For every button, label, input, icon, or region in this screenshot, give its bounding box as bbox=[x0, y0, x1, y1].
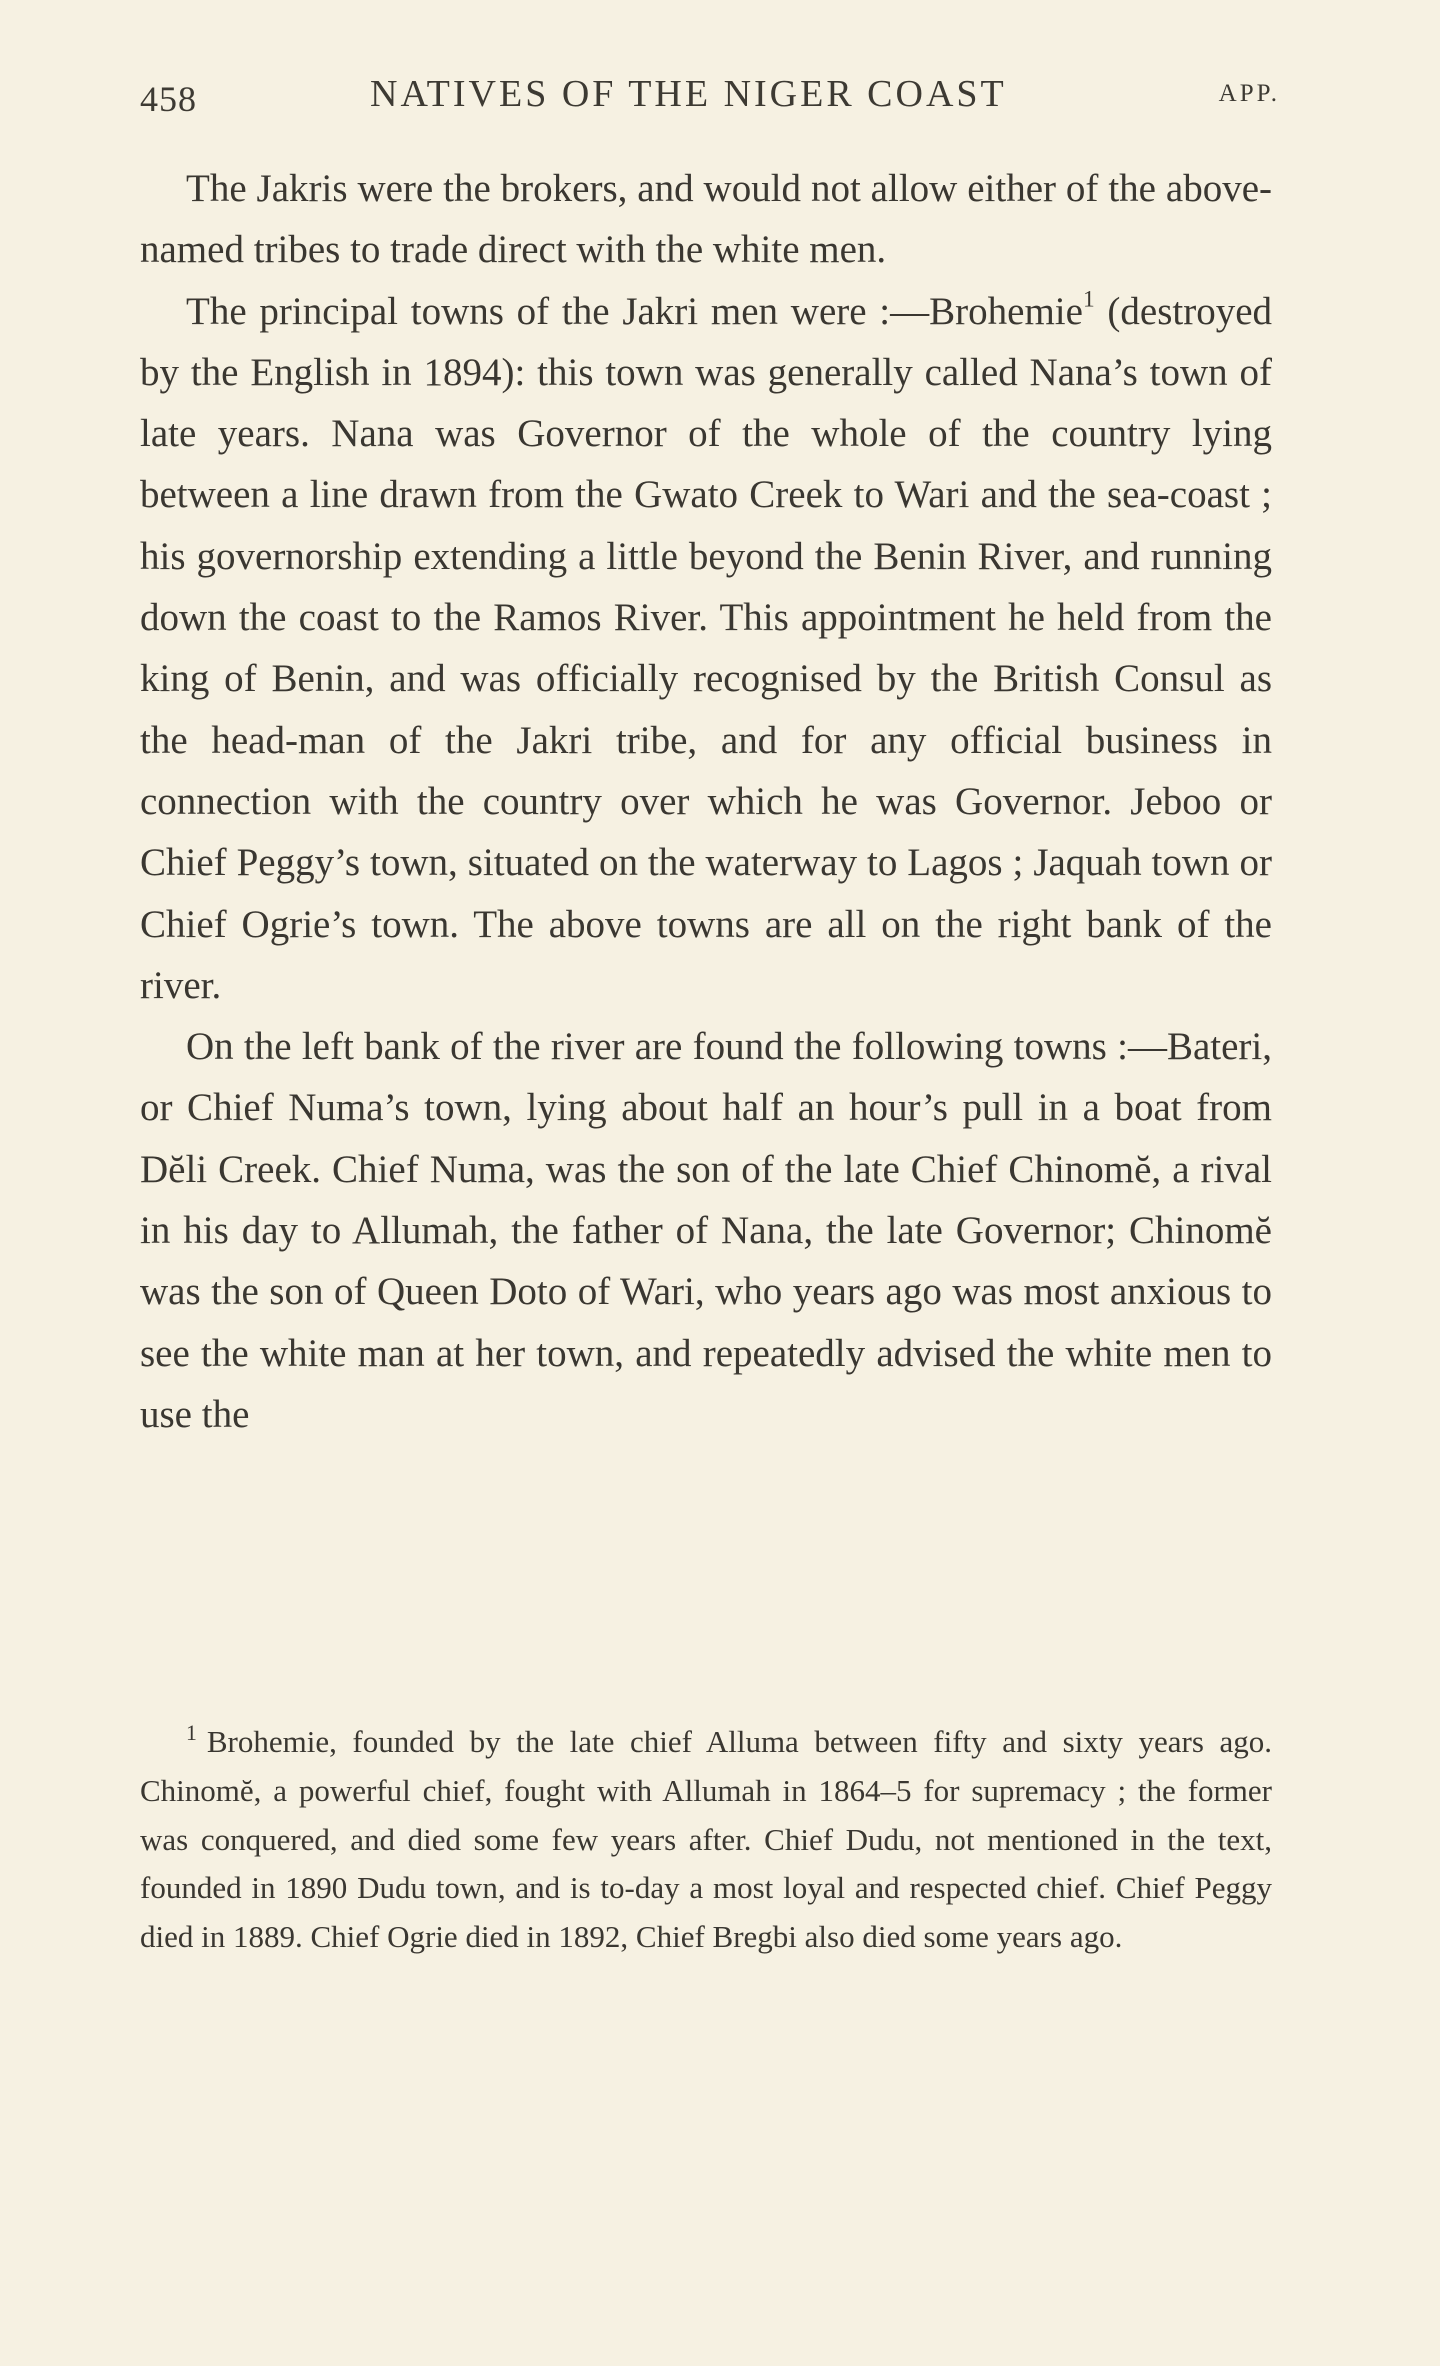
footnotes bbox=[140, 1718, 1272, 1962]
paragraph-2-text-end: (destroyed by the English in 1894): this town was generally called Nana’s town of late years. Nana was Governor of the whole of the country lying between a line drawn from the Gwato Creek to Wari and the sea-coast ; his governorship extending a little beyond the Benin River, and running down the coast to the Ramos River. This appointment he held from the king of Benin, and was officially recognised by the British Consul as the head-man of the Jakri tribe, and for any official business in connection with the country over which he was Governor. Jeboo or Chief Peggy’s town, situated on the waterway to Lagos ; Jaquah town or Chief Ogrie’s town. The above towns are all on the right bank of the river. bbox=[140, 289, 1272, 1007]
footnote-reference: 1 bbox=[1082, 286, 1095, 313]
paragraph-2 bbox=[140, 281, 1272, 1017]
paragraph-3 bbox=[140, 1016, 1272, 1445]
paragraph-1 bbox=[140, 158, 1272, 281]
running-head bbox=[140, 72, 1280, 132]
body-text bbox=[140, 158, 1272, 1445]
paragraph-2-text-start: The principal towns of the Jakri men were :—Brohemie bbox=[186, 289, 1083, 333]
footnote-1-text: Brohemie, founded by the late chief Alluma between fifty and sixty years ago. Chinomĕ, a powerful chief, fought with Allumah in 1864–5 for supremacy ; the former was conquered, and died some few years after. Chief Dudu, not mentioned in the text, founded in 1890 Dudu town, and is to-day a most loyal and respected chief. Chief Peggy died in 1889. Chief Ogrie died in 1892, Chief Bregbi also died some years ago. bbox=[140, 1724, 1272, 1955]
page-number: 458 bbox=[140, 79, 197, 119]
footnote-marker: 1 bbox=[186, 1721, 197, 1746]
section-label: APP. bbox=[1218, 80, 1280, 107]
paragraph-3-text: On the left bank of the river are found the following towns :—Bateri, or Chief Numa’s town, lying about half an hour’s pull in a boat from Dĕli Creek. Chief Numa, was the son of the late Chief Chinomĕ, a rival in his day to Allumah, the father of Nana, the late Governor; Chinomĕ was the son of Queen Doto of Wari, who years ago was most anxious to see the white man at her town, and repeatedly advised the white men to use the bbox=[140, 1025, 1272, 1436]
footnote-1 bbox=[140, 1718, 1272, 1962]
running-title: NATIVES OF THE NIGER COAST bbox=[370, 73, 1007, 115]
paragraph-1-text: The Jakris were the brokers, and would not allow either of the above-named tribes to trade direct with the white men. bbox=[140, 167, 1272, 272]
